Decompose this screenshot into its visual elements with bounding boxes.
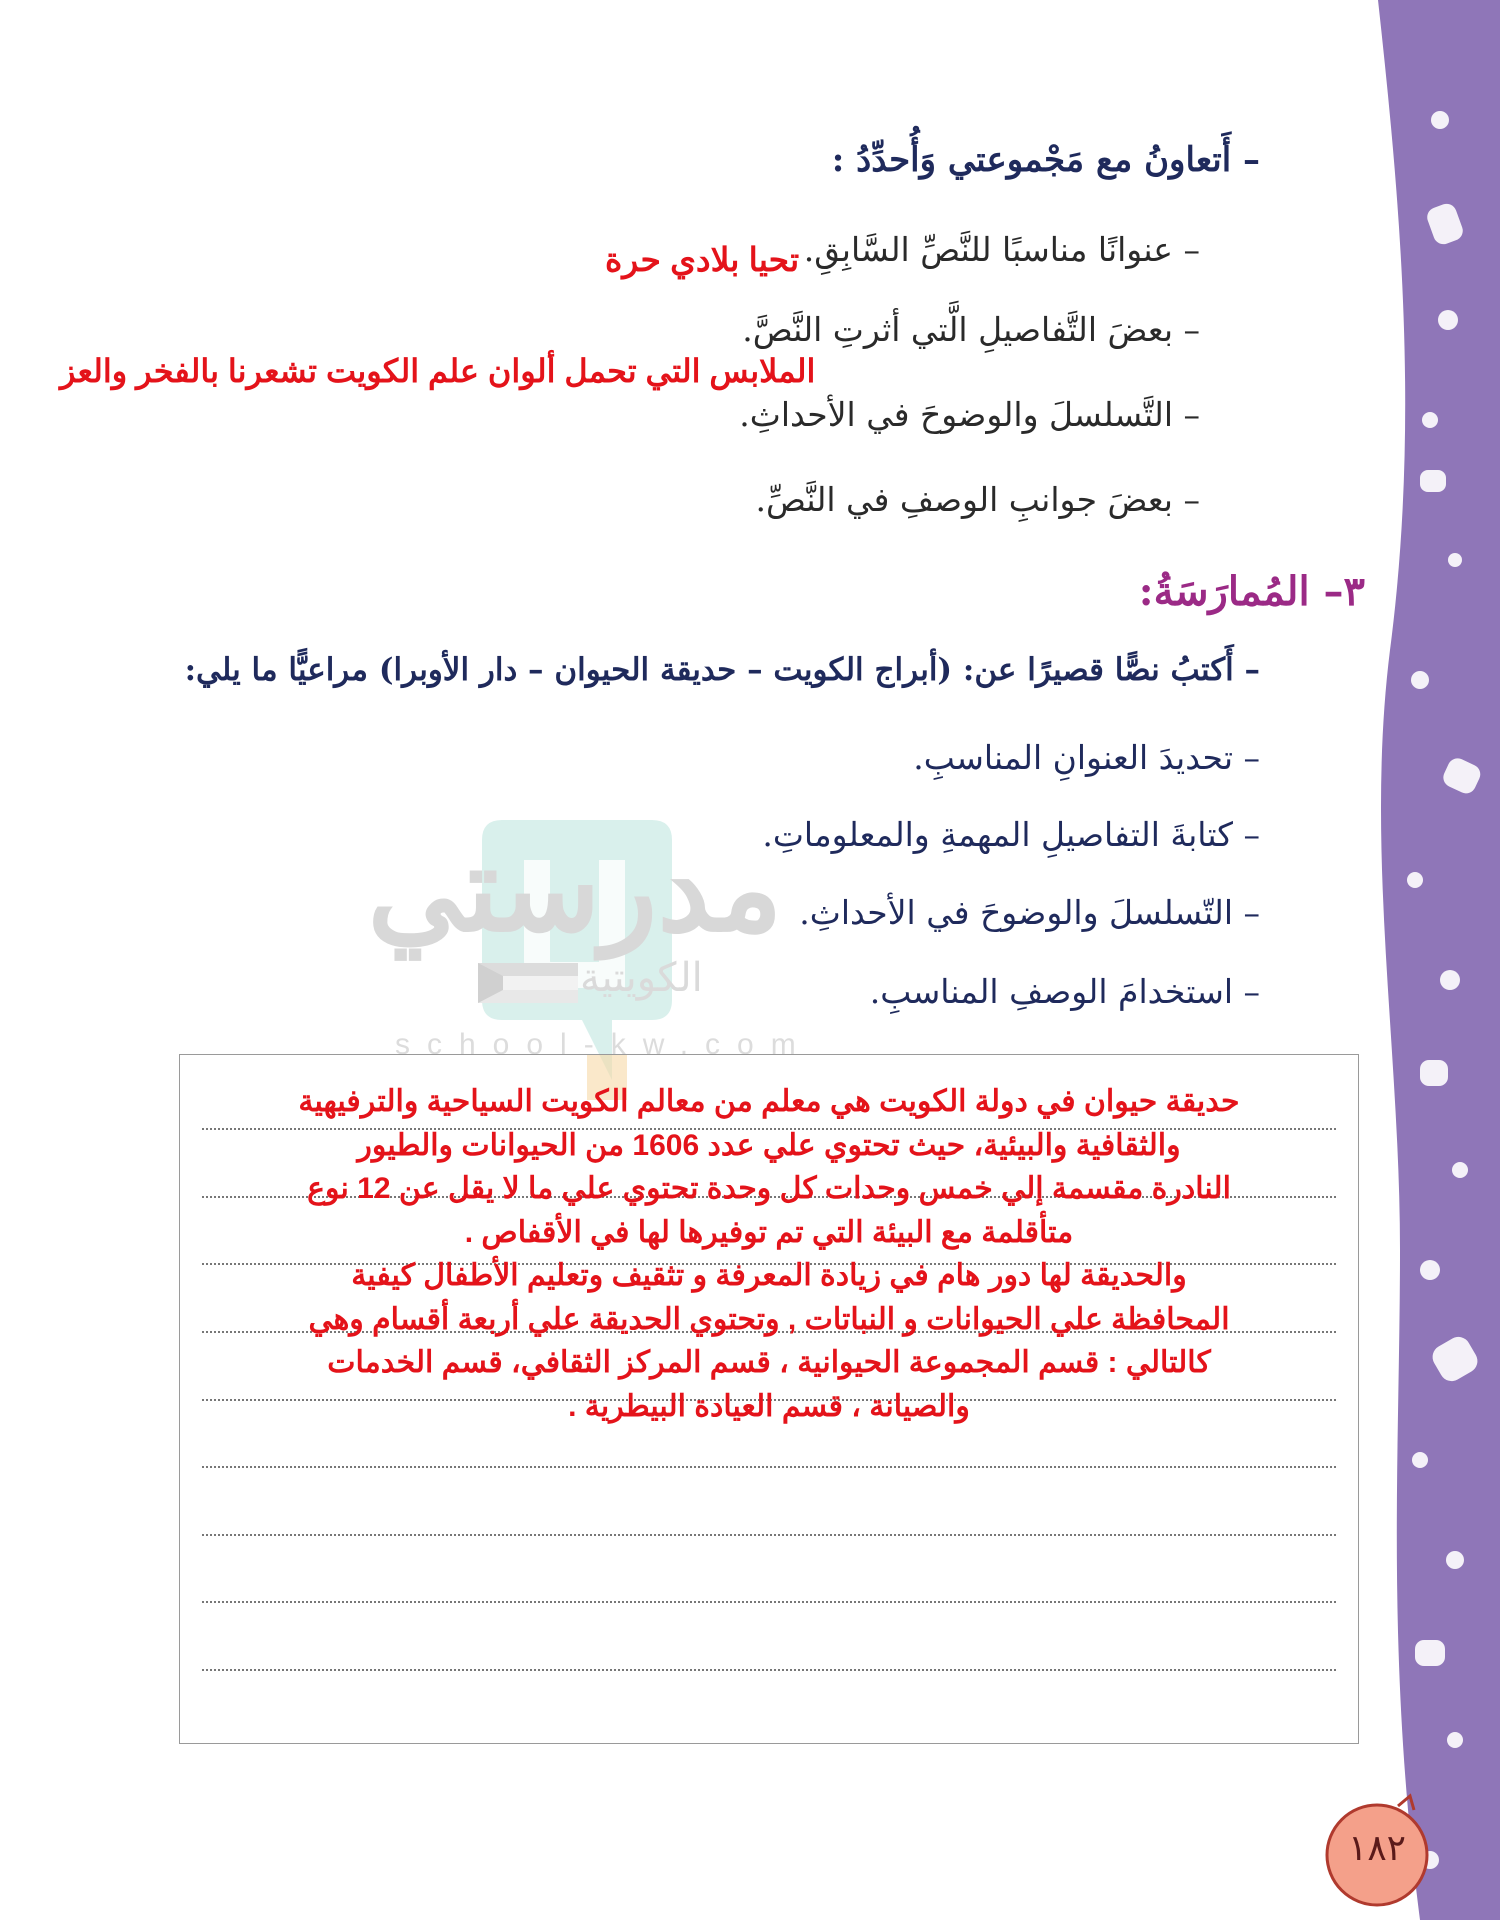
essay-line: والثقافية والبيئية، حيث تحتوي علي عدد 1606 من الحيوانات والطيور (357, 1128, 1181, 1162)
decorative-purple-band (1360, 0, 1500, 1920)
dotted-line (202, 1534, 1336, 1536)
essay-line: متأقلمة مع البيئة التي تم توفيرها لها في الأقفاص . (464, 1215, 1074, 1249)
practice-item-description: – استخدامَ الوصفِ المناسبِ. (869, 972, 1260, 1011)
essay-line: المحافظة علي الحيوانات و النباتات , وتحتوي الحديقة علي أربعة أقسام وهي (308, 1302, 1230, 1336)
page-number: ١٨٢ (1347, 1828, 1406, 1869)
essay-line: حديقة حيوان في دولة الكويت هي معلم من معالم الكويت السياحية والترفيهية (298, 1085, 1240, 1118)
dotted-line (202, 1669, 1336, 1671)
list-item-details: – بعضَ التَّفاصيلِ الَّتي أثرتِ النَّصَّ. (742, 310, 1200, 349)
essay-line: كالتالي : قسم المجموعة الحيوانية ، قسم المركز الثقافي، قسم الخدمات (327, 1346, 1211, 1379)
watermark-url: school-kw.com (395, 1028, 813, 1061)
answer-title: تحيا بلادي حرة (605, 241, 800, 278)
answer-details: الملابس التي تحمل ألوان علم الكويت تشعرنا بالفخر والعز (60, 353, 816, 389)
essay-line: النادرة مقسمة إلي خمس وحدات كل وحدة تحتوي علي ما لا يقل عن 12 نوع (307, 1172, 1231, 1205)
group-work-intro: – أَتعاونُ مع مَجْموعتي وَأُحدِّدُ : (831, 140, 1260, 180)
practice-item-sequence: – التّسلسلَ والوضوحَ في الأحداثِ. (799, 893, 1260, 932)
essay-answer (220, 1080, 1318, 1428)
essay-line: والصيانة ، قسم العيادة البيطرية . (568, 1389, 970, 1423)
dotted-line (202, 1466, 1336, 1468)
dotted-line (202, 1601, 1336, 1603)
essay-line: والحديقة لها دور هام في زيادة المعرفة و تثقيف وتعليم الأطفال كيفية (351, 1259, 1187, 1292)
watermark-subtitle: الكويتية (580, 956, 703, 1000)
section-title-practice: ٣– المُمارَسَةُ: (1138, 568, 1365, 615)
list-item-sequence: – التَّسلسلَ والوضوحَ في الأحداثِ. (739, 395, 1200, 434)
list-item-title: – عنوانًا مناسبًا للنَّصِّ السَّابِقِ. (803, 230, 1200, 269)
watermark-word: مدرستي (367, 824, 783, 956)
practice-prompt: – أَكتبُ نصًّا قصيرًا عن: (أبراج الكويت – حديقة الحيوان – دار الأوبرا) مراعيًّا ما يلي: (184, 652, 1260, 688)
writing-answer-box[interactable] (179, 1054, 1359, 1744)
list-item-description: – بعضَ جوانبِ الوصفِ في النَّصِّ. (755, 480, 1200, 519)
practice-item-title: – تحديدَ العنوانِ المناسبِ. (913, 738, 1260, 777)
practice-item-details: – كتابةَ التفاصيلِ المهمةِ والمعلوماتِ. (762, 815, 1260, 854)
